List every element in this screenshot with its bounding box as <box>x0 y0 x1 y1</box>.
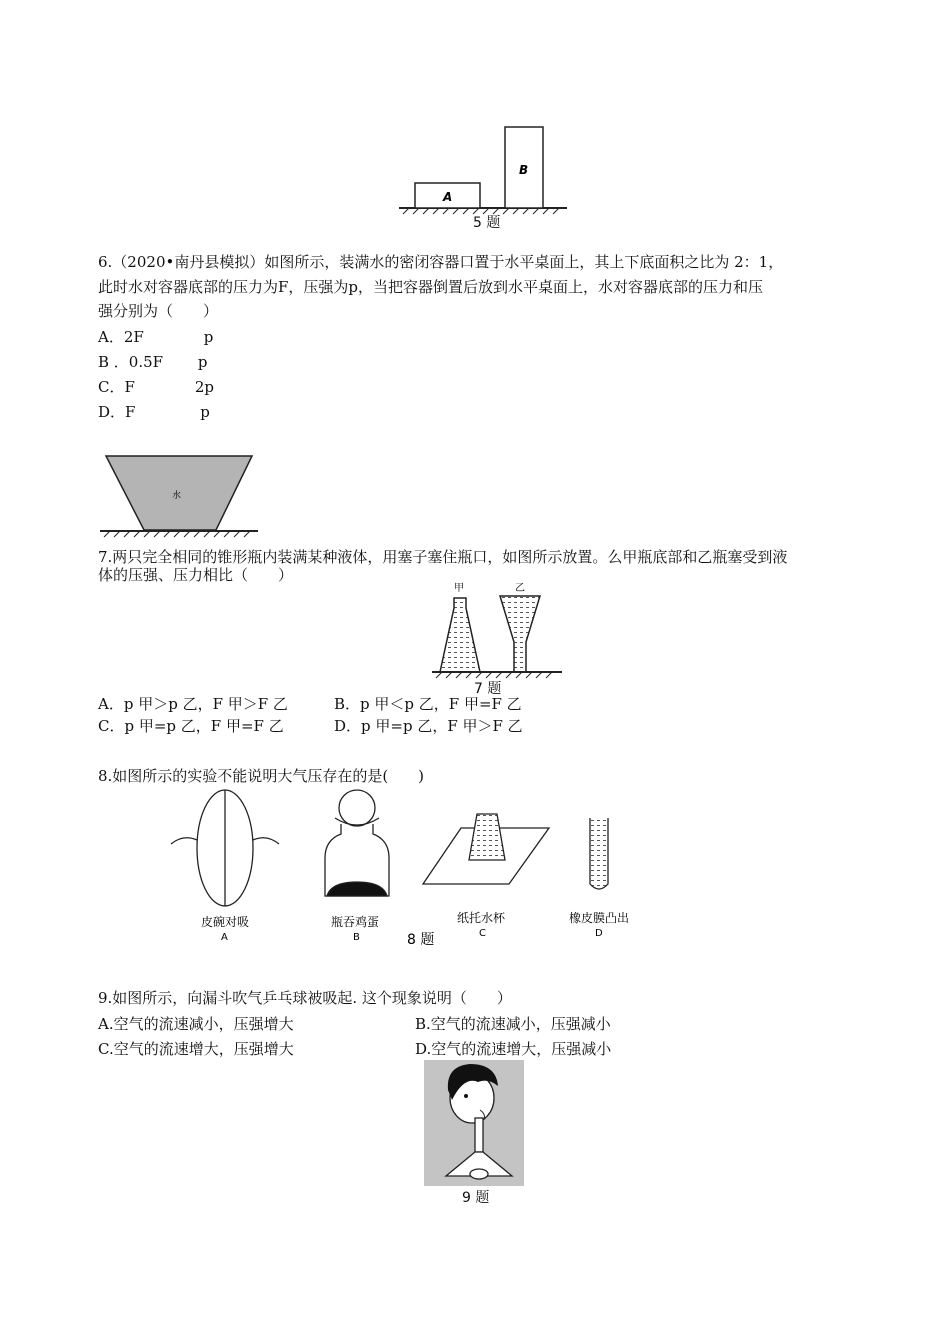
q9-option-a: A.空气的流速减小，压强增大 <box>98 1015 294 1033</box>
q7-option-c: C．p 甲=p 乙，F 甲=F 乙 <box>98 717 284 735</box>
flask-jia-label: 甲 <box>454 583 464 594</box>
q6-stem-line2: 此时水对容器底部的压力为F，压强为p，当把容器倒置后放到水平桌面上，水对容器底部的压力和压 <box>98 278 764 296</box>
q9-stem: 9.如图所示，向漏斗吹气乒乓球被吸起. 这个现象说明（ ） <box>98 989 512 1007</box>
item-d-letter: D <box>595 928 603 939</box>
item-c-letter: C <box>479 928 486 939</box>
q7-option-a: A．p 甲＞p 乙，F 甲＞F 乙 <box>98 695 288 713</box>
q7-option-d: D．p 甲=p 乙，F 甲＞F 乙 <box>334 717 523 735</box>
ground-hatch <box>100 531 258 537</box>
flask-yi <box>500 596 540 672</box>
figure-9 <box>424 1060 524 1186</box>
flask-jia <box>440 598 480 672</box>
block-b-label: B <box>519 163 529 177</box>
q6-option-a: A．2F p <box>98 328 214 346</box>
q8-stem: 8.如图所示的实验不能说明大气压存在的是( ) <box>98 767 425 785</box>
q7-stem-line2: 体的压强、压力相比（ ） <box>98 566 294 584</box>
item-c-name: 纸托水杯 <box>457 911 506 925</box>
water-label: 水 <box>172 491 182 501</box>
figure-8-caption: 8 题 <box>407 932 435 948</box>
q7-stem-line1: 7.两只完全相同的锥形瓶内装满某种液体，用塞子塞住瓶口，如图所示放置。么甲瓶底部和乙瓶塞受到液 <box>98 548 788 566</box>
suction-cups-diagram <box>171 790 279 906</box>
q9-option-b: B.空气的流速减小，压强减小 <box>415 1015 611 1033</box>
paper-cup-diagram <box>423 814 549 884</box>
figure-6-container <box>98 450 263 542</box>
flask-yi-label: 乙 <box>515 583 525 594</box>
item-b-letter: B <box>353 932 360 943</box>
figure-9-caption: 9 题 <box>462 1190 490 1206</box>
q7-option-b: B．p 甲＜p 乙，F 甲=F 乙 <box>334 695 522 713</box>
q9-option-d: D.空气的流速增大，压强减小 <box>415 1040 612 1058</box>
q6-option-b: B ．0.5F p <box>98 353 208 371</box>
figure-7 <box>430 580 565 680</box>
item-d-name: 橡皮膜凸出 <box>569 911 630 925</box>
item-a-name: 皮碗对吸 <box>201 915 250 929</box>
q6-stem-line3: 强分别为（ ） <box>98 302 219 320</box>
figure-8 <box>165 788 645 950</box>
block-a-label: A <box>443 190 453 204</box>
test-tube-diagram <box>590 818 608 889</box>
q6-option-c: C．F 2p <box>98 378 215 396</box>
q6-stem-line1: 6.（2020•南丹县模拟）如图所示，装满水的密闭容器口置于水平桌面上，其上下底面积之比为 2：1， <box>98 253 784 271</box>
figure-7-caption: 7 题 <box>474 681 502 697</box>
item-a-letter: A <box>221 932 228 943</box>
item-b-name: 瓶吞鸡蛋 <box>331 915 380 929</box>
q6-option-d: D．F p <box>98 403 210 421</box>
bottle-egg-diagram <box>325 790 389 896</box>
q9-option-c: C.空气的流速增大，压强增大 <box>98 1040 294 1058</box>
figure-5-caption: 5 题 <box>473 215 501 231</box>
